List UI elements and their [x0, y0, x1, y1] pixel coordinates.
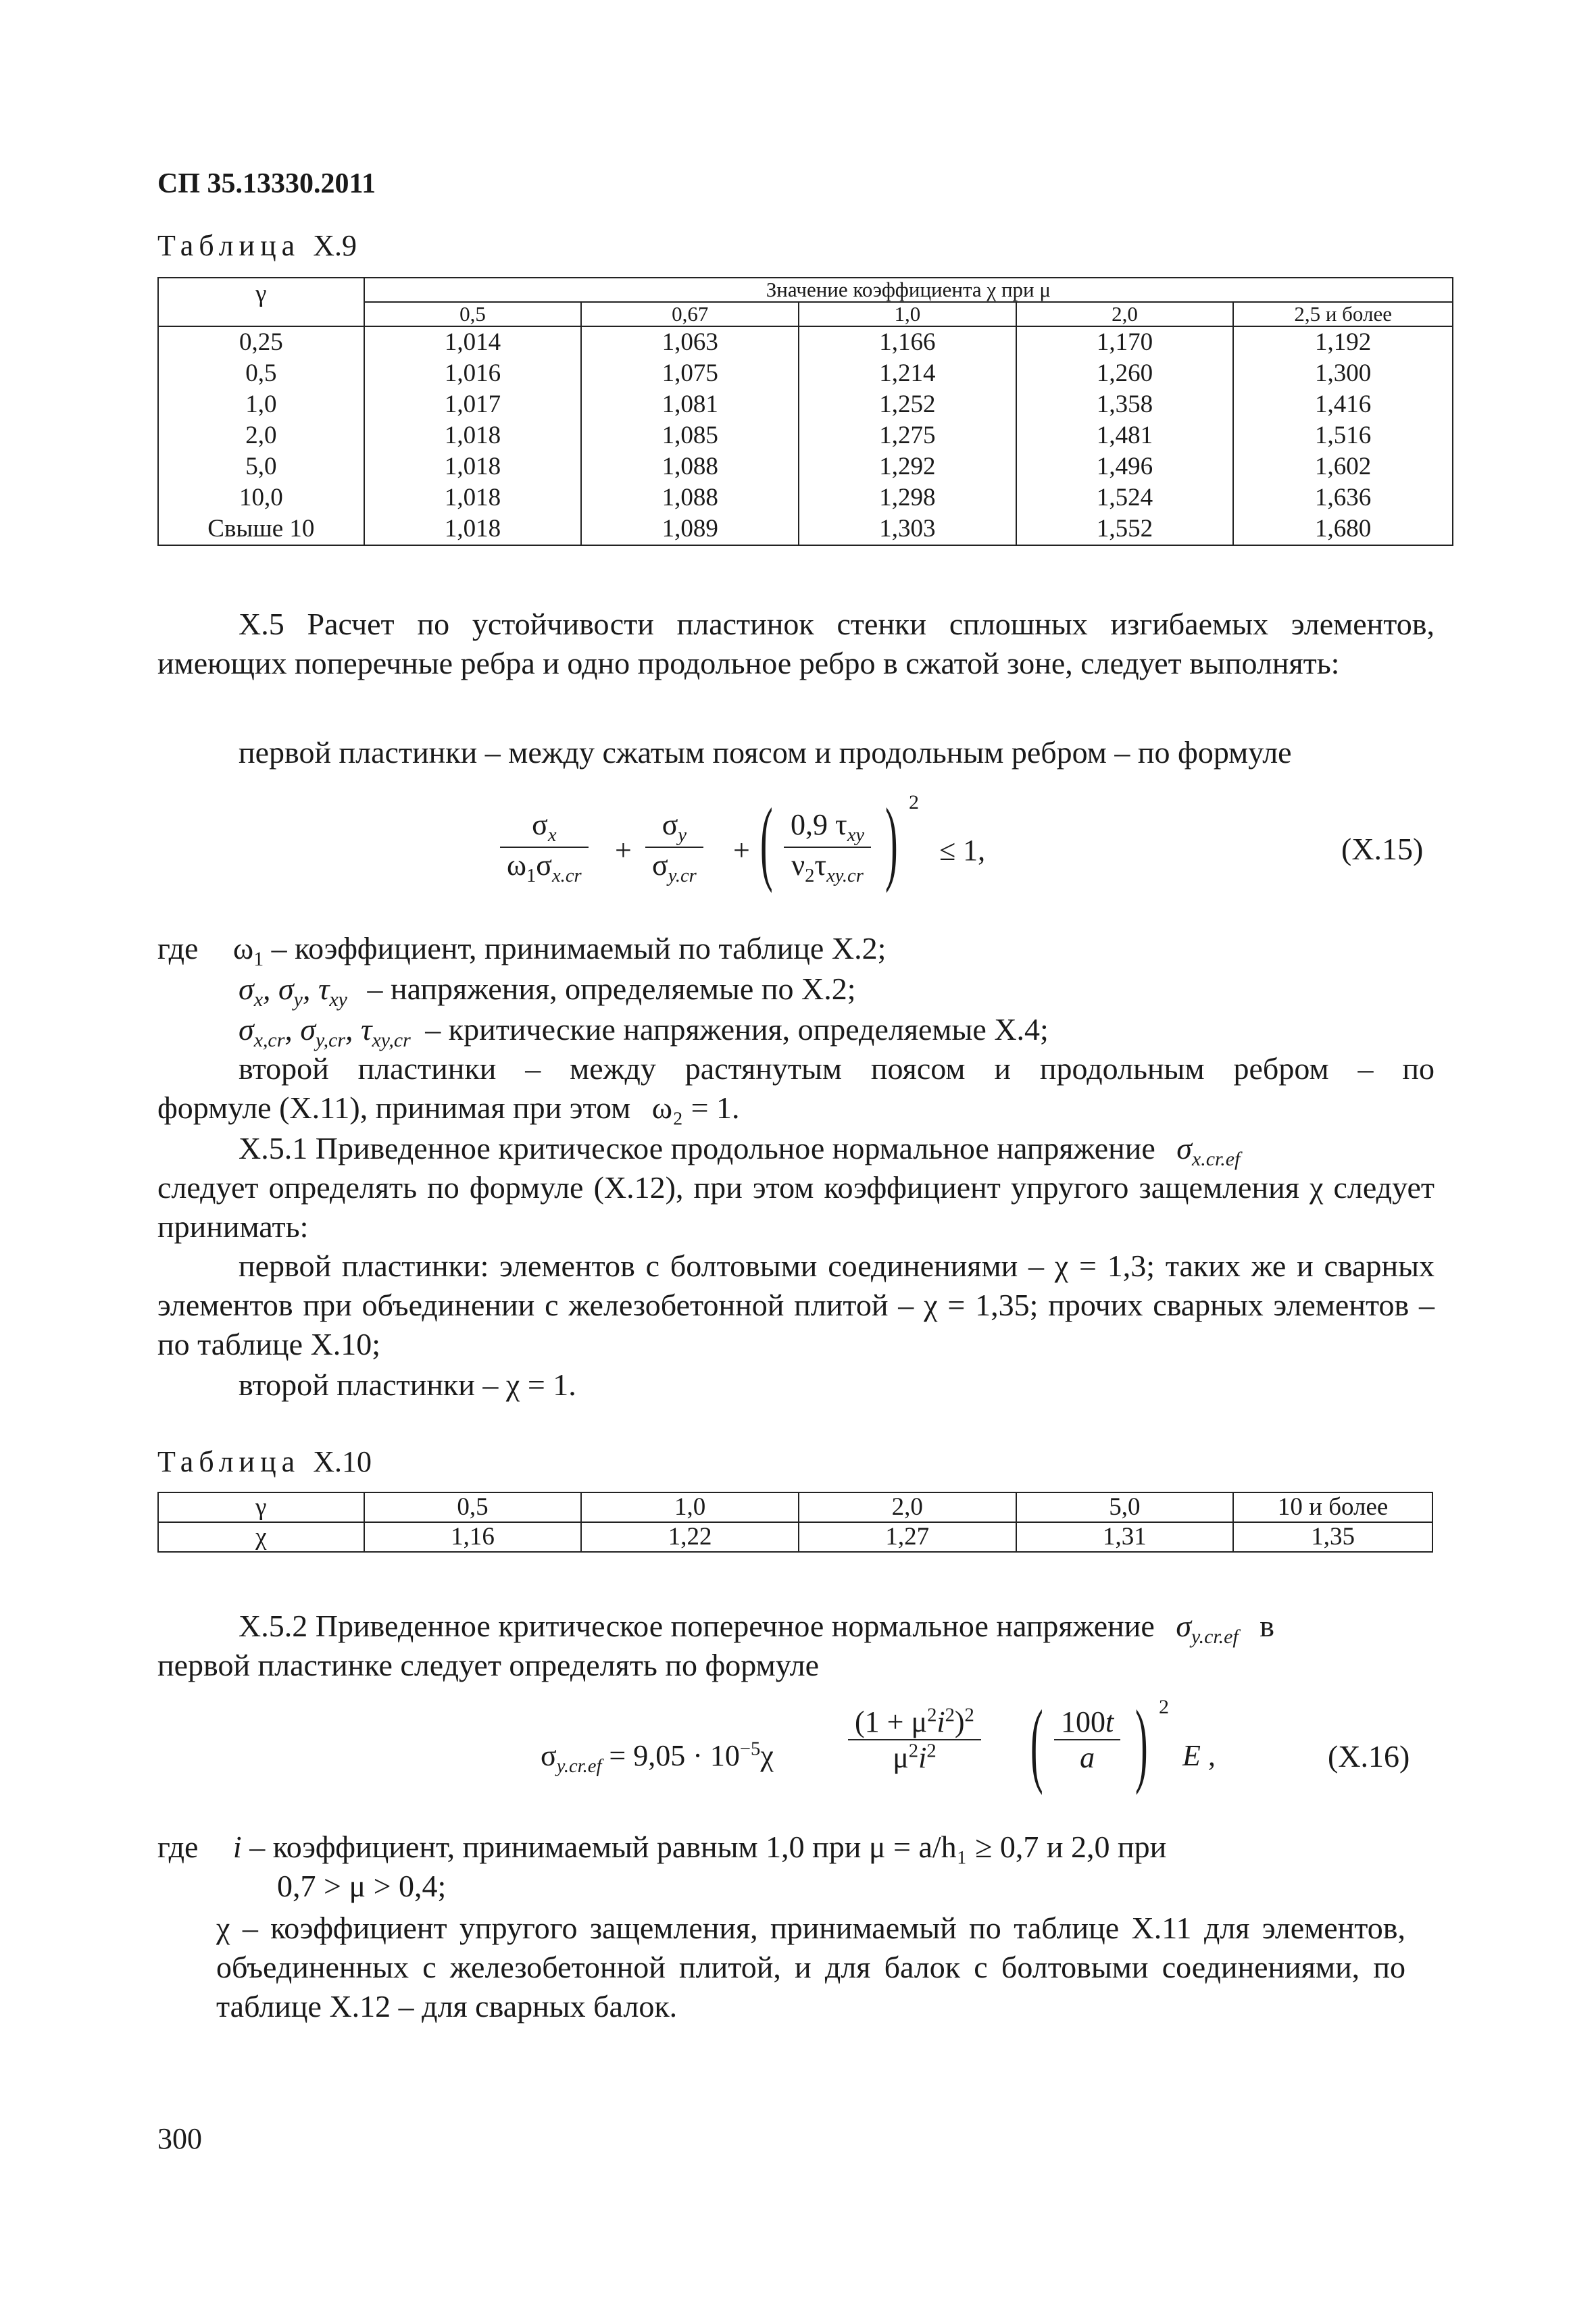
- formula-x15: $\frac{\sigma_x}{\omega_1\sigma_{x.cr}}$ + $\frac{\sigma_y}{\sigma_{y.cr}}$ + ( 0,9 $\tau_{xy}$ $\nu_2\tau_{xy.cr}$ ) 2 ≤ 1,: [500, 794, 1210, 909]
- table-cell: 1,27: [799, 1522, 1016, 1552]
- column-header: 0,5: [364, 302, 582, 326]
- sigma-y-cr-ef-symbol: $\sigma_{y.cr.ef}$: [1176, 1609, 1239, 1649]
- table-cell: 1,275: [799, 420, 1016, 451]
- table-caption-number: Х.10: [313, 1445, 372, 1478]
- table-row: [158, 420, 1453, 451]
- table-cell: 1,35: [1233, 1522, 1432, 1552]
- table-row: [158, 482, 1453, 513]
- where-i-line: [157, 1828, 1414, 1867]
- table-cell: 10 и более: [1233, 1492, 1432, 1522]
- critical-stress-symbols: $\sigma_{x,cr}$, $\sigma_{y,cr}$, $\tau_{xy,cr}$: [239, 1012, 411, 1052]
- chi-symbol: χ: [216, 1911, 230, 1945]
- table-cell: 1,166: [799, 326, 1016, 358]
- table-cell: 1,602: [1233, 451, 1453, 482]
- document-header: СП 35.13330.2011: [157, 168, 376, 199]
- table-cell: 1,016: [364, 358, 582, 389]
- table-caption-number: Х.9: [313, 229, 357, 262]
- table-cell: 1,680: [1233, 513, 1453, 545]
- table-cell: γ: [158, 1492, 364, 1522]
- table-cell: 1,252: [799, 389, 1016, 420]
- table-group-header: Значение коэффициента χ при μ: [364, 278, 1453, 302]
- table-cell: 1,496: [1016, 451, 1234, 482]
- table-row: [158, 389, 1453, 420]
- where-critical-text: – критические напряжения, определяемые Х.4;: [425, 1012, 1049, 1047]
- fraction-t-over-a: $\frac{100t}{a}$: [1054, 1705, 1120, 1775]
- table-cell: 1,416: [1233, 389, 1453, 420]
- where-omega1-text: – коэффициент, принимаемый по таблице Х.2;: [271, 931, 887, 965]
- row-header-cell: 1,0: [158, 389, 364, 420]
- table-cell: 1,170: [1016, 326, 1234, 358]
- table-10: [157, 1492, 1433, 1553]
- omega2-equation: ω₂ = 1.: [651, 1090, 740, 1125]
- table-header-gamma: γ: [158, 278, 364, 326]
- fraction-sigma-x: $\frac{\sigma_x}{\omega_1\sigma_{x.cr}}$: [500, 807, 589, 887]
- table-cell: 1,085: [581, 420, 799, 451]
- table-cell: 1,018: [364, 420, 582, 451]
- row-header-cell: 2,0: [158, 420, 364, 451]
- x52-in-word: в: [1260, 1609, 1274, 1643]
- table-cell: 1,298: [799, 482, 1016, 513]
- table-cell: 1,16: [364, 1522, 582, 1552]
- table-cell: 1,0: [581, 1492, 799, 1522]
- sigma-x-cr-ef-symbol: $\sigma_{x.cr.ef}$: [1176, 1131, 1241, 1171]
- second-plate-text: формуле (Х.11), принимая при этом: [157, 1090, 631, 1125]
- table-cell: 1,524: [1016, 482, 1234, 513]
- table-cell: 0,5: [364, 1492, 582, 1522]
- section-x5-paragraph: Х.5 Расчет по устойчивости пластинок стенки сплошных изгибаемых элементов, имеющих поперечные ребра и одно продольное ребро в сжатой зоне, следует выполнять:: [157, 607, 1435, 680]
- table-cell: 1,552: [1016, 513, 1234, 545]
- equation-number-x16: (Х.16): [1328, 1739, 1410, 1774]
- first-plate-line: первой пластинки – между сжатым поясом и продольным ребром – по формуле: [239, 735, 1292, 770]
- where-stresses-text: – напряжения, определяемые по Х.2;: [367, 972, 856, 1006]
- table-cell: 5,0: [1016, 1492, 1234, 1522]
- table-cell: 1,018: [364, 482, 582, 513]
- x51-second-plate: второй пластинки – χ = 1.: [239, 1367, 576, 1402]
- table-cell: 1,636: [1233, 482, 1453, 513]
- table-cell: 1,303: [799, 513, 1016, 545]
- i-symbol: i: [232, 1830, 242, 1864]
- table-cell: 1,192: [1233, 326, 1453, 358]
- formula-x16: $\sigma_{y.cr.ef} = 9,05 \cdot 10^{-5}\chi$ $\frac{(1 + \mu^2i^2)^2}{\mu^2i^2}$ ( $\frac{100t}{a}$ ) 2 E ,: [541, 1691, 1216, 1796]
- page-number: 300: [157, 2122, 202, 2155]
- table-cell: 1,017: [364, 389, 582, 420]
- table-cell: χ: [158, 1522, 364, 1552]
- table-cell: 1,214: [799, 358, 1016, 389]
- table-9-caption: [157, 228, 357, 263]
- second-plate-line-b: [157, 1088, 1435, 1128]
- stress-symbols: $\sigma_x$, $\sigma_y$, $\tau_{xy}$: [239, 972, 347, 1011]
- column-header: 2,0: [1016, 302, 1234, 326]
- where-label: где: [157, 931, 199, 965]
- row-header-cell: 5,0: [158, 451, 364, 482]
- column-header: 2,5 и более: [1233, 302, 1453, 326]
- table-cell: 2,0: [799, 1492, 1016, 1522]
- table-row: [158, 451, 1453, 482]
- table-9: [157, 277, 1453, 546]
- table-cell: 1,014: [364, 326, 582, 358]
- row-header-cell: 0,25: [158, 326, 364, 358]
- table-row: [158, 1522, 1432, 1552]
- table-cell: 1,260: [1016, 358, 1234, 389]
- table-caption-word: Таблица: [157, 229, 301, 262]
- table-cell: 1,063: [581, 326, 799, 358]
- table-row: [158, 326, 1453, 358]
- row-header-cell: Свыше 10: [158, 513, 364, 545]
- fraction-tau: 0,9 $\tau_{xy}$ $\nu_2\tau_{xy.cr}$: [784, 807, 871, 887]
- table-caption-word: Таблица: [157, 1445, 301, 1478]
- table-cell: 1,31: [1016, 1522, 1234, 1552]
- table-row: [158, 1492, 1432, 1522]
- x52-text-a: Х.5.2 Приведенное критическое поперечное нормальное напряжение: [239, 1609, 1155, 1643]
- table-cell: 1,292: [799, 451, 1016, 482]
- fraction-sigma-y: $\frac{\sigma_y}{\sigma_{y.cr}}$: [645, 807, 703, 887]
- where-label: где: [157, 1830, 199, 1864]
- table-cell: 1,088: [581, 482, 799, 513]
- equation-number-x15: (Х.15): [1341, 832, 1424, 866]
- table-cell: 1,089: [581, 513, 799, 545]
- table-10-caption: [157, 1444, 372, 1479]
- where-i-text: – коэффициент, принимаемый равным 1,0 при μ = a/h₁ ≥ 0,7 и 2,0 при: [249, 1830, 1167, 1864]
- table-cell: 1,516: [1233, 420, 1453, 451]
- table-cell: 1,358: [1016, 389, 1234, 420]
- omega1-symbol: $\omega_1$: [232, 931, 264, 971]
- table-cell: 1,081: [581, 389, 799, 420]
- table-cell: 1,018: [364, 513, 582, 545]
- table-9-body: [158, 326, 1453, 545]
- x51-first-plate: первой пластинки: элементов с болтовыми соединениями – χ = 1,3; таких же и сварных элементов при объединении с железобетонной плитой – χ = 1,35; прочих сварных элементов – по таблице Х.10;: [157, 1249, 1435, 1361]
- table-cell: 1,088: [581, 451, 799, 482]
- table-cell: 1,481: [1016, 420, 1234, 451]
- table-cell: 1,018: [364, 451, 582, 482]
- second-plate-line-a: второй пластинки – между растянутым поясом и продольным ребром – по: [239, 1051, 1435, 1086]
- where-chi-line: [216, 1909, 1405, 2026]
- table-cell: 1,22: [581, 1522, 799, 1552]
- where-chi-text: – коэффициент упругого защемления, принимаемый по таблице Х.11 для элементов, объединенных с железобетонной плитой, и для балок с болтовыми соединениями, по таблице Х.12 – для сварных балок.: [216, 1911, 1405, 2023]
- x51-line-b: следует определять по формуле (Х.12), при этом коэффициент упругого защемления χ следует принимать:: [157, 1170, 1435, 1244]
- x52-line-b: первой пластинке следует определять по формуле: [157, 1648, 820, 1682]
- table-cell: 1,075: [581, 358, 799, 389]
- table-row: [158, 513, 1453, 545]
- x51-text-a: Х.5.1 Приведенное критическое продольное нормальное напряжение: [239, 1131, 1155, 1165]
- table-cell: 1,300: [1233, 358, 1453, 389]
- column-header: 1,0: [799, 302, 1016, 326]
- row-header-cell: 10,0: [158, 482, 364, 513]
- fraction-mu: $\frac{(1 + \mu^2i^2)^2}{\mu^2i^2}$: [848, 1705, 981, 1775]
- row-header-cell: 0,5: [158, 358, 364, 389]
- where-i-line-b: 0,7 > μ > 0,4;: [277, 1869, 447, 1903]
- column-header: 0,67: [581, 302, 799, 326]
- table-row: [158, 358, 1453, 389]
